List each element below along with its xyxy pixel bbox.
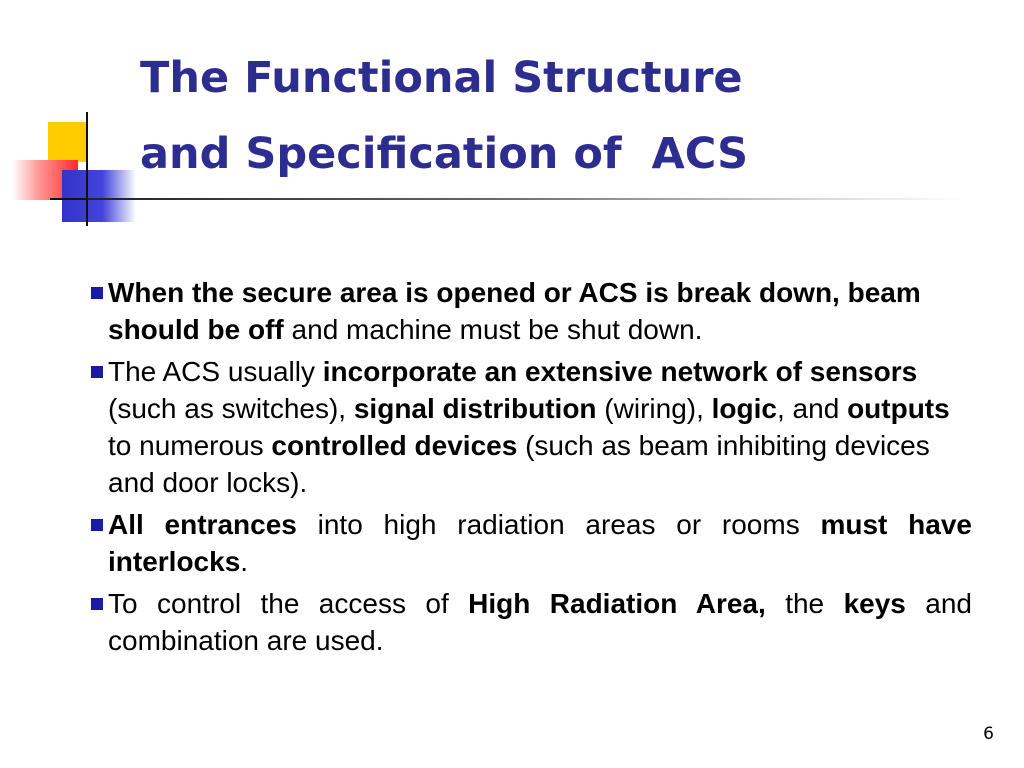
bullet-text-bold: When the secure area is opened or ACS is break down, beam should be off	[108, 277, 921, 345]
bullet-text: , and	[777, 393, 848, 424]
bullet-item-entrances	[88, 506, 972, 580]
title-divider	[88, 198, 968, 200]
bullet-text: (such as beam inhibiting devices and door locks).	[108, 430, 930, 498]
bullet-text-bold: logic	[711, 393, 777, 424]
bullet-text-bold: keys	[843, 588, 906, 619]
bullet-text: and machine must be shut down.	[283, 314, 703, 345]
bullet-text: into high radiation areas or rooms	[296, 509, 821, 540]
title-line-1: The Functional Structure	[140, 53, 743, 103]
bullet-item-acs-network	[88, 353, 972, 501]
logo-vertical-line	[86, 112, 88, 226]
bullet-text: and combination are used.	[108, 588, 973, 656]
bullet-text: To control the access of	[108, 588, 469, 619]
bullet-text-bold: controlled devices	[271, 430, 518, 461]
bullet-text-bold: High Radiation Area,	[468, 588, 766, 619]
title-line-2: and Specification of ACS	[140, 129, 749, 179]
bullet-list	[88, 274, 972, 664]
bullet-text-bold: must have interlocks	[108, 509, 972, 577]
slide-logo-decoration	[0, 0, 150, 240]
square-bullet-icon	[91, 287, 103, 299]
bullet-text: .	[240, 546, 249, 577]
bullet-text: the	[765, 588, 844, 619]
page-number: 6	[983, 724, 994, 744]
square-bullet-icon	[91, 519, 103, 531]
logo-yellow-square	[48, 122, 88, 162]
bullet-text-bold: signal distribution	[353, 393, 597, 424]
bullet-text-bold: outputs	[847, 393, 950, 424]
slide-title	[140, 40, 980, 192]
bullet-text-bold: All entrances	[108, 509, 297, 540]
bullet-item-access-control	[88, 585, 972, 659]
bullet-text: to numerous	[108, 430, 272, 461]
bullet-item-secure-area	[88, 274, 972, 348]
bullet-text-bold: incorporate an extensive network of sensors	[322, 356, 918, 387]
square-bullet-icon	[91, 598, 103, 610]
bullet-text: (wiring),	[596, 393, 712, 424]
logo-blue-square	[62, 170, 136, 222]
bullet-text: (such as switches),	[108, 393, 354, 424]
square-bullet-icon	[91, 366, 103, 378]
bullet-text: The ACS usually	[108, 356, 323, 387]
